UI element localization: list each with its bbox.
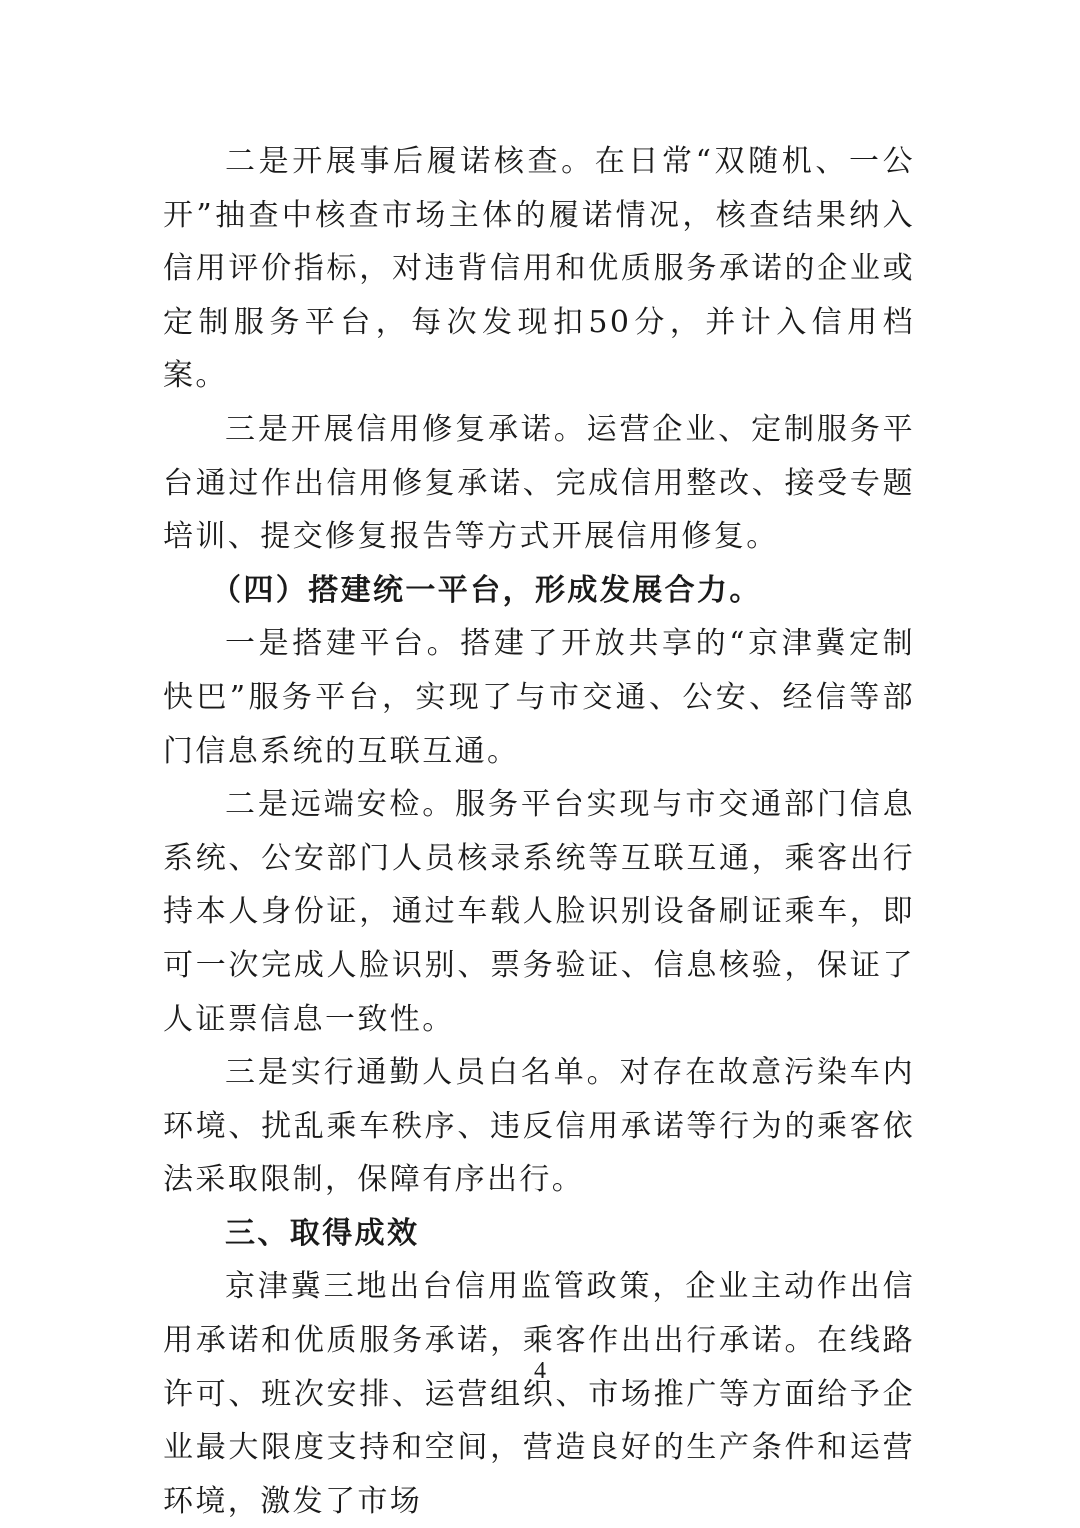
paragraph-remote-security-check: 二是远端安检。服务平台实现与市交通部门信息系统、公安部门人员核录系统等互联互通，乘客出行持本人身份证，通过车载人脸识别设备刷证乘车，即可一次完成人脸识别、票务验证、信息核验，保证了人证票信息一致性。 xyxy=(163,787,915,1037)
paragraph-commuter-whitelist: 三是实行通勤人员白名单。对存在故意污染车内环境、扰乱乘车秩序、违反信用承诺等行为的乘客依法采取限制，保障有序出行。 xyxy=(163,1055,915,1198)
paragraph-results-intro: 京津冀三地出台信用监管政策，企业主动作出信用承诺和优质服务承诺，乘客作出出行承诺。在线路许可、班次安排、运营组织、市场推广等方面给予企业最大限度支持和空间，营造良好的生产条件和运营环境，激发了市场 xyxy=(163,1269,915,1519)
section-heading-unified-platform: （四）搭建统一平台，形成发展合力。 xyxy=(211,572,762,608)
page-number: 4 xyxy=(534,1358,546,1384)
paragraph-build-platform: 一是搭建平台。搭建了开放共享的“京津冀定制快巴”服务平台，实现了与市交通、公安、经信等部门信息系统的互联互通。 xyxy=(163,626,915,769)
paragraph-credit-repair: 三是开展信用修复承诺。运营企业、定制服务平台通过作出信用修复承诺、完成信用整改、接受专题培训、提交修复报告等方式开展信用修复。 xyxy=(163,411,915,555)
paragraph-post-commitment-check: 二是开展事后履诺核查。在日常“双随机、一公开”抽查中核查市场主体的履诺情况，核查结果纳入信用评价指标，对违背信用和优质服务承诺的企业或定制服务平台，每次发现扣50分，并计入信用档案。 xyxy=(163,144,915,394)
section-heading-results: 三、取得成效 xyxy=(225,1215,420,1251)
body-text xyxy=(163,135,915,1528)
